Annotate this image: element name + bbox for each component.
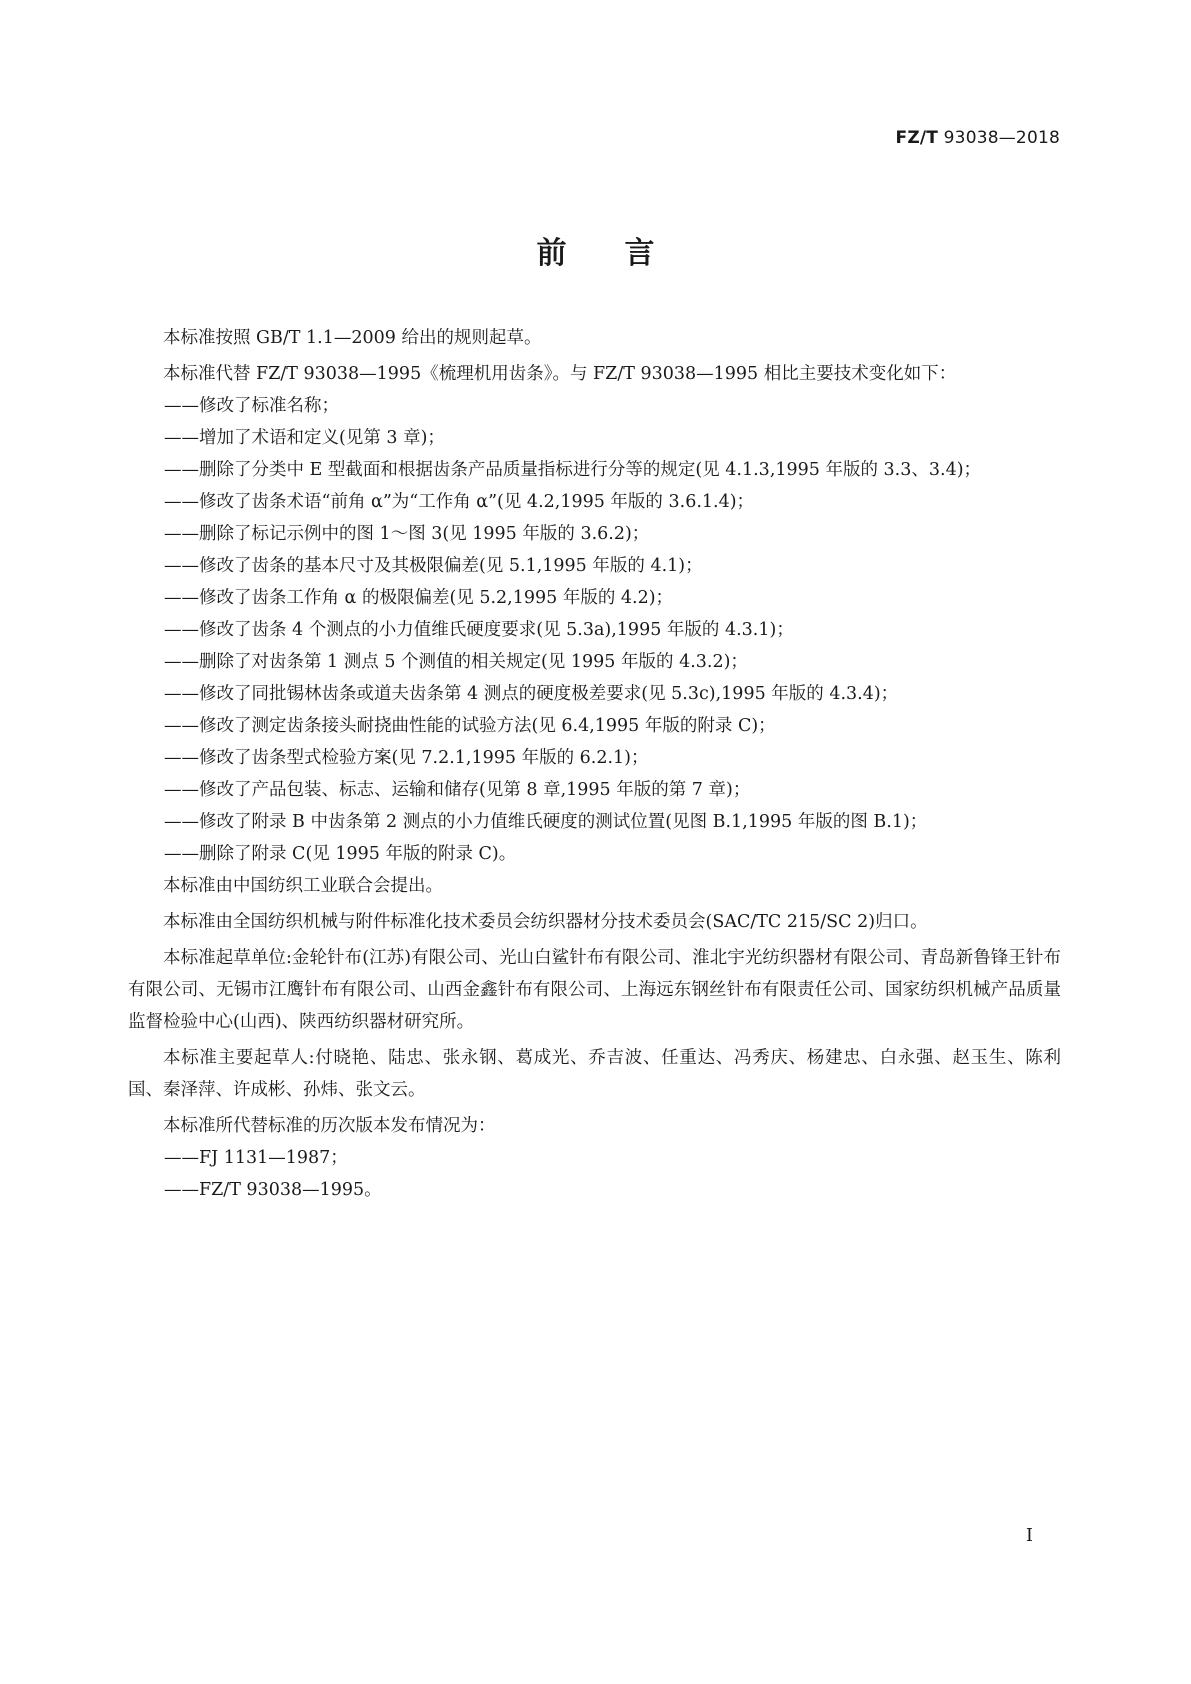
- change-item: ——修改了齿条工作角 α 的极限偏差(见 5.2,1995 年版的 4.2)；: [164, 588, 674, 608]
- paragraph-centralized-by: 本标准由全国纺织机械与附件标准化技术委员会纺织器材分技术委员会(SAC/TC 215/SC 2)归口。: [163, 912, 928, 932]
- page-number: I: [1025, 1525, 1033, 1546]
- foreword-body: [128, 322, 1061, 1206]
- paragraph-drafting-rules: 本标准按照 GB/T 1.1—2009 给出的规则起草。: [163, 328, 542, 348]
- change-item: ——删除了附录 C(见 1995 年版的附录 C)。: [164, 844, 517, 864]
- change-item: ——修改了附录 B 中齿条第 2 测点的小力值维氏硬度的测试位置(见图 B.1,1995 年版的图 B.1)；: [164, 812, 928, 832]
- change-item: ——增加了术语和定义(见第 3 章)；: [164, 428, 445, 448]
- change-item: ——删除了对齿条第 1 测点 5 个测值的相关规定(见 1995 年版的 4.3.2)；: [164, 652, 748, 672]
- change-item: ——修改了齿条术语“前角 α”为“工作角 α”(见 4.2,1995 年版的 3.6.1.4)；: [164, 492, 755, 512]
- paragraph-drafters: 本标准主要起草人:付晓艳、陆忠、张永钢、葛成光、乔吉波、任重达、冯秀庆、杨建忠、白永强、赵玉生、陈利国、秦泽萍、许成彬、孙炜、张文云。: [128, 1048, 1061, 1100]
- paragraph-proposed-by: 本标准由中国纺织工业联合会提出。: [163, 876, 443, 896]
- change-item: ——修改了测定齿条接头耐挠曲性能的试验方法(见 6.4,1995 年版的附录 C)；: [164, 716, 776, 736]
- change-item: ——删除了标记示例中的图 1～图 3(见 1995 年版的 3.6.2)；: [164, 524, 650, 544]
- history-item: ——FJ 1131—1987；: [164, 1148, 348, 1168]
- change-item: ——修改了齿条 4 个测点的小力值维氏硬度要求(见 5.3a),1995 年版的 4.3.1)；: [164, 620, 794, 640]
- standard-code-prefix: FZ/T: [895, 128, 939, 148]
- standard-code: [896, 128, 1061, 148]
- change-item: ——修改了齿条的基本尺寸及其极限偏差(见 5.1,1995 年版的 4.1)；: [164, 556, 703, 576]
- history-item: ——FZ/T 93038—1995。: [164, 1180, 382, 1200]
- paragraph-history-intro: 本标准所代替标准的历次版本发布情况为：: [163, 1116, 496, 1136]
- change-item: ——修改了同批锡林齿条或道夫齿条第 4 测点的硬度极差要求(见 5.3c),1995 年版的 4.3.4)；: [164, 684, 899, 704]
- change-item: ——修改了齿条型式检验方案(见 7.2.1,1995 年版的 6.2.1)；: [164, 748, 649, 768]
- change-item: ——修改了标准名称；: [164, 396, 339, 416]
- paragraph-drafting-units: 本标准起草单位:金轮针布(江苏)有限公司、光山白鲨针布有限公司、淮北宇光纺织器材有限公司、青岛新鲁锋王针布有限公司、无锡市江鹰针布有限公司、山西金鑫针布有限公司、上海远东钢丝针布有限责任公司、国家纺织机械产品质量监督检验中心(山西)、陕西纺织器材研究所。: [128, 948, 1061, 1032]
- page-title: 前言: [536, 236, 713, 271]
- standard-code-number: 93038—2018: [943, 128, 1060, 148]
- paragraph-replacement: 本标准代替 FZ/T 93038—1995《梳理机用齿条》。与 FZ/T 93038—1995 相比主要技术变化如下：: [163, 364, 957, 384]
- change-item: ——修改了产品包装、标志、运输和储存(见第 8 章,1995 年版的第 7 章)；: [164, 780, 751, 800]
- change-item: ——删除了分类中 E 型截面和根据齿条产品质量指标进行分等的规定(见 4.1.3,1995 年版的 3.3、3.4)；: [164, 460, 982, 480]
